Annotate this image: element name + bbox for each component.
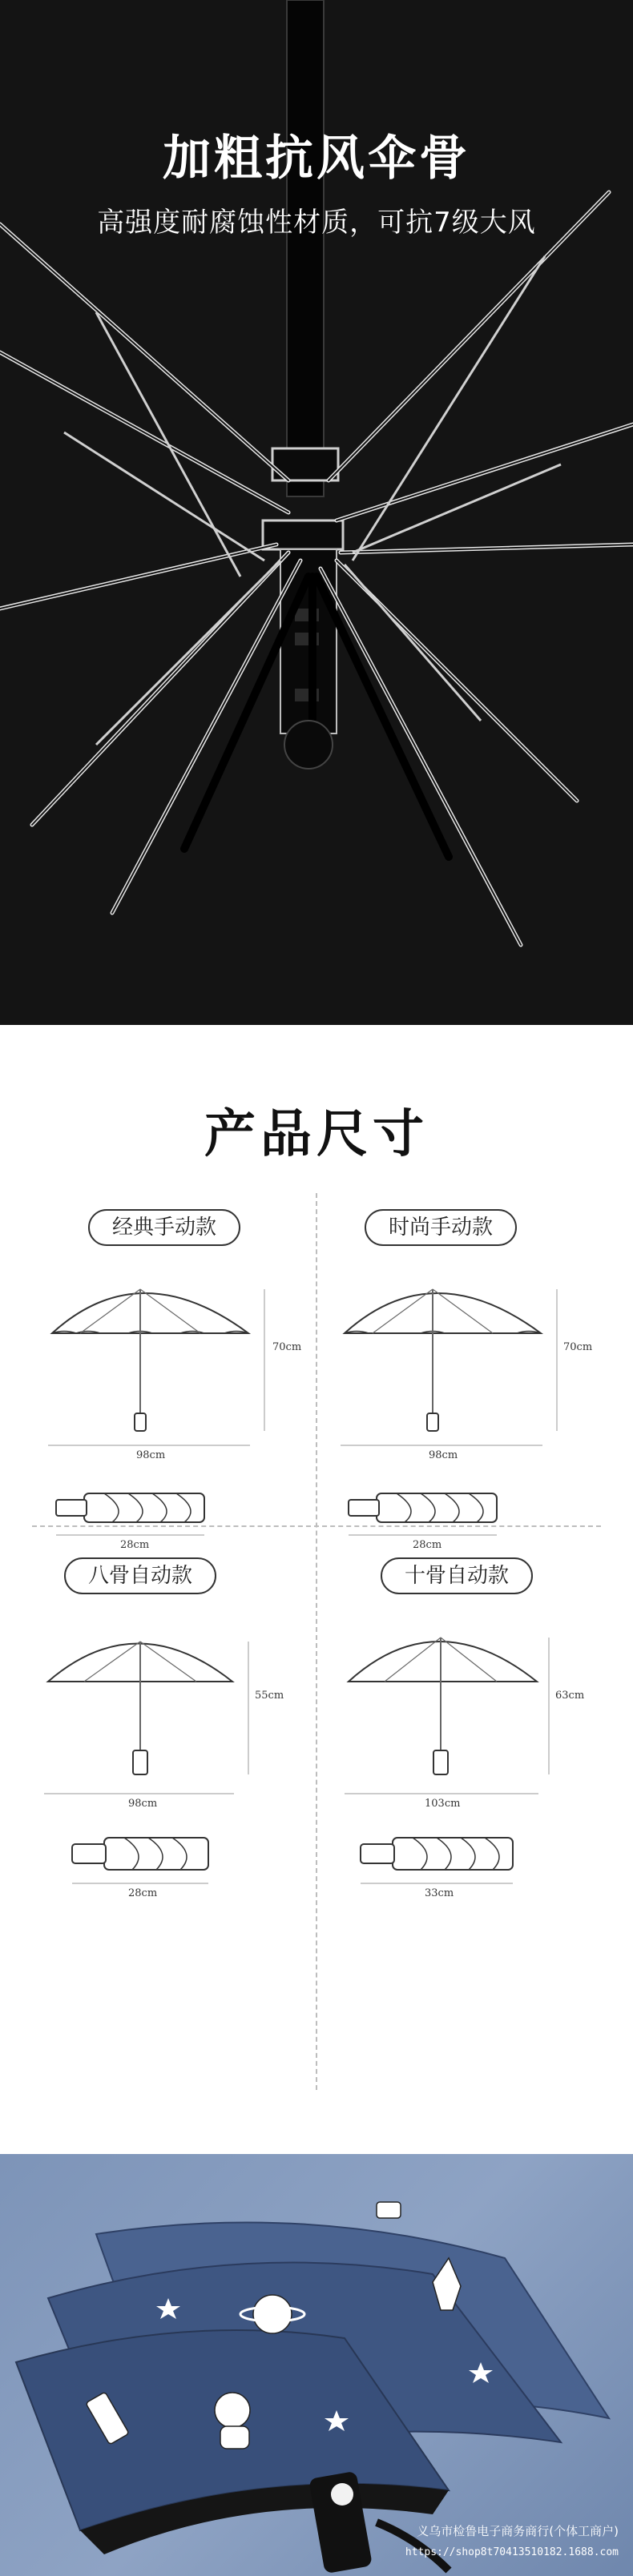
umbrella-open-diagram bbox=[0, 1245, 316, 1557]
shop-name-watermark: 义乌市检鲁电子商务商行(个体工商户) bbox=[417, 2524, 619, 2538]
size-card-classic-manual bbox=[0, 1209, 316, 1553]
model-tag: 时尚手动款 bbox=[365, 1209, 517, 1246]
dim-folded: 28cm bbox=[128, 1887, 158, 1899]
dim-height: 70cm bbox=[272, 1341, 302, 1353]
folded-umbrella-photo bbox=[0, 2154, 633, 2576]
umbrella-open-diagram bbox=[0, 1593, 316, 1906]
frame-hero-section bbox=[0, 0, 633, 1025]
dim-folded: 33cm bbox=[425, 1887, 454, 1899]
dim-height: 70cm bbox=[563, 1341, 593, 1353]
size-card-ten-rib-auto bbox=[316, 1557, 633, 1902]
dim-folded: 28cm bbox=[413, 1539, 442, 1551]
model-tag: 经典手动款 bbox=[88, 1209, 240, 1246]
dim-height: 55cm bbox=[255, 1690, 284, 1702]
shop-url-watermark: https://shop8t70413510182.1688.com bbox=[405, 2546, 619, 2558]
product-size-section bbox=[0, 1025, 633, 2154]
dim-folded: 28cm bbox=[120, 1539, 150, 1551]
hero-title: 加粗抗风伞骨 bbox=[163, 131, 470, 187]
size-card-eight-rib-auto bbox=[0, 1557, 316, 1902]
dim-width: 98cm bbox=[136, 1449, 166, 1461]
umbrella-open-diagram bbox=[316, 1245, 633, 1557]
hero-subtitle: 高强度耐腐蚀性材质，可抗7级大风 bbox=[97, 207, 536, 239]
size-section-title: 产品尺寸 bbox=[204, 1105, 429, 1164]
dim-height: 63cm bbox=[555, 1690, 585, 1702]
dim-width: 98cm bbox=[128, 1798, 158, 1810]
model-tag: 十骨自动款 bbox=[381, 1557, 533, 1594]
model-tag: 八骨自动款 bbox=[64, 1557, 216, 1594]
size-card-fashion-manual bbox=[316, 1209, 633, 1553]
product-photo-section bbox=[0, 2154, 633, 2576]
umbrella-open-diagram bbox=[316, 1593, 633, 1906]
dim-width: 103cm bbox=[425, 1798, 461, 1810]
dim-width: 98cm bbox=[429, 1449, 458, 1461]
